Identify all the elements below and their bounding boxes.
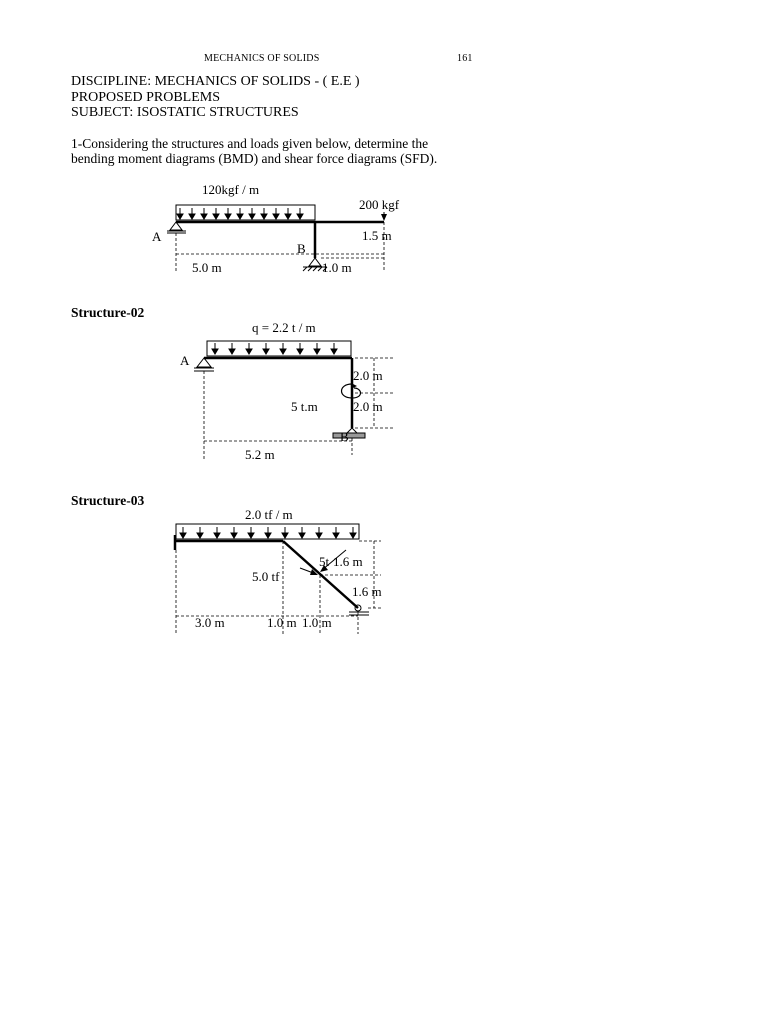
- problem-text-line2: bending moment diagrams (BMD) and shear force diagrams (SFD).: [71, 151, 438, 166]
- problem-text-line1: 1-Considering the structures and loads given below, determine the: [71, 136, 429, 151]
- support-b: [309, 258, 321, 266]
- structure-02-diagram: [180, 320, 393, 462]
- structure-01-diagram: [152, 182, 400, 275]
- node-b-label: B: [340, 429, 349, 444]
- dim-1m-b-label: 1.0 m: [302, 615, 332, 630]
- dim-vert-label: 1.6 m: [352, 584, 382, 599]
- distributed-load-arrows: [177, 208, 303, 219]
- dim-1-5m: 1.5 m: [362, 228, 392, 243]
- distributed-load-arrows: [212, 343, 337, 354]
- diagonal-member: [283, 541, 358, 608]
- heading-proposed-problems: PROPOSED PROBLEMS: [71, 90, 220, 105]
- dim-diag-label: 1.6 m: [333, 554, 363, 569]
- force-5tf-label: 5.0 tf: [252, 569, 280, 584]
- node-a-label: A: [152, 229, 162, 244]
- structure-03-title: Structure-03: [71, 493, 145, 508]
- page-number: 161: [457, 53, 473, 64]
- node-b-label: B: [297, 241, 306, 256]
- dim-5-0m: 5.0 m: [192, 260, 222, 275]
- load-label: q = 2.2 t / m: [252, 320, 316, 335]
- structure-02-title: Structure-02: [71, 305, 145, 320]
- point-load-label: 200 kgf: [359, 197, 400, 212]
- running-header-title: MECHANICS OF SOLIDS: [204, 53, 320, 64]
- moment-label: 5 t.m: [291, 399, 318, 414]
- roller-plate: [333, 433, 365, 438]
- dim-1m-a-label: 1.0 m: [267, 615, 297, 630]
- structure-03-diagram: [175, 507, 382, 634]
- dim-upper: 2.0 m: [353, 368, 383, 383]
- dim-span: 5.2 m: [245, 447, 275, 462]
- dim-lower: 2.0 m: [353, 399, 383, 414]
- pin-support-a: [197, 358, 211, 367]
- heading-subject: SUBJECT: ISOSTATIC STRUCTURES: [71, 105, 299, 120]
- distributed-load-box: [176, 205, 315, 220]
- dim-3m-label: 3.0 m: [195, 615, 225, 630]
- load-label: 2.0 tf / m: [245, 507, 293, 522]
- load-label: 120kgf / m: [202, 182, 260, 197]
- node-a-label: A: [180, 353, 190, 368]
- distributed-load-arrows: [180, 527, 356, 538]
- heading-discipline: DISCIPLINE: MECHANICS OF SOLIDS - ( E.E ): [71, 74, 360, 89]
- force-5t-label: 5t: [319, 554, 330, 569]
- point-load-arrow: [381, 214, 387, 221]
- dim-1-0m: 1.0 m: [322, 260, 352, 275]
